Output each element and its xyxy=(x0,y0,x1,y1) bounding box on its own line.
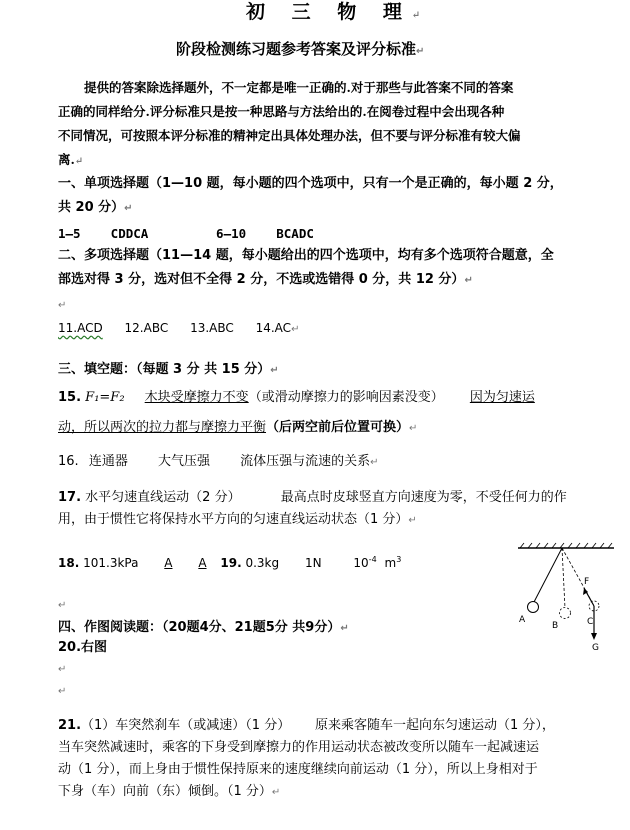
paragraph-mark: ↵ xyxy=(58,300,67,311)
question-21-line1: 21.（1）车突然刹车（或减速）（1 分） 原来乘客随车一起向东匀速运动（1 分）， xyxy=(58,718,555,733)
section2-answers: 11.ACD 12.ABC 13.ABC 14.AC↵ xyxy=(58,321,300,335)
section1-heading-line1: 一、单项选择题（1—10 题，每小题的四个选项中，只有一个是正确的，每小题 2 分， xyxy=(58,176,563,191)
string-a xyxy=(534,548,562,602)
question-17-line1: 17. 水平匀速直线运动（2 分） 最高点时皮球竖直方向速度为零，不受任何力的作 xyxy=(58,490,567,505)
question-20: 20.右图 xyxy=(58,640,108,655)
ball-b xyxy=(560,608,571,619)
question-17-line2: 用，由于惯性它将保持水平方向的匀速直线运动状态（1 分）↵ xyxy=(58,512,417,527)
question-15: 15. F₁=F₂ 木块受摩擦力不变（或滑动摩擦力的影响因素没变） 因为匀速运 xyxy=(58,390,535,405)
paragraph-mark: ↵ xyxy=(58,686,67,697)
answer-11: 11.ACD xyxy=(58,321,103,335)
answer-12: 12.ABC xyxy=(124,321,169,335)
section2-heading-line1: 二、多项选择题（11—14 题，每小题给出的四个选项中，均有多个选项符合题意，全 xyxy=(58,248,554,263)
section1-heading-line2: 共 20 分）↵ xyxy=(58,200,133,215)
ball-a xyxy=(528,602,539,613)
label-b: B xyxy=(552,621,559,631)
label-f: F xyxy=(584,577,590,587)
question-15-cont: 动，所以两次的拉力都与摩擦力平衡（后两空前后位置可换）↵ xyxy=(58,420,418,435)
section3-heading: 三、填空题：（每题 3 分 共 15 分）↵ xyxy=(58,362,279,377)
label-c: C xyxy=(587,617,594,627)
intro-line-4: 离.↵ xyxy=(58,152,84,167)
pendulum-figure xyxy=(512,540,622,660)
section1-answers: 1—5 CDDCA 6—10 BCADC xyxy=(58,226,314,241)
answer-13: 13.ABC xyxy=(190,321,234,335)
page-title: 初 三 物 理↵ xyxy=(246,1,431,23)
intro-line-2: 正确的同样给分.评分标准只是按一种思路与方法给出的.在阅卷过程中会出现各种 xyxy=(58,104,505,119)
label-a: A xyxy=(519,615,526,625)
section4-heading: 四、作图阅读题：（20题4分、21题5分 共9分）↵ xyxy=(58,620,349,635)
page-subtitle: 阶段检测练习题参考答案及评分标准↵ xyxy=(176,40,425,58)
question-18-19: 18. 101.3kPa A A 19. 0.3kg 1N $10^{-4}$ $m^3$ xyxy=(58,555,402,570)
label-g: G xyxy=(592,643,599,653)
intro-line-3: 不同情况，可按照本评分标准的精神定出具体处理办法，但不要与评分标准有较大偏 xyxy=(58,128,521,143)
paragraph-mark: ↵ xyxy=(58,664,67,675)
string-b xyxy=(562,548,565,608)
ceiling-hatch xyxy=(518,543,614,548)
paragraph-mark: ↵ xyxy=(58,600,67,611)
section2-heading-line2: 部选对得 3 分，选对但不全得 2 分，不选或选错得 0 分，共 12 分）↵ xyxy=(58,272,473,287)
question-21-line4: 下身（车）向前（东）倾倒。（1 分）↵ xyxy=(58,784,281,799)
intro-line-1: 提供的答案除选择题外，不一定都是唯一正确的.对于那些与此答案不同的答案 xyxy=(84,80,514,95)
question-16: 16. 连通器 大气压强 流体压强与流速的关系↵ xyxy=(58,454,379,469)
answer-14: 14.AC xyxy=(255,321,292,335)
question-21-line3: 动（1 分），而上身由于惯性保持原来的速度继续向前运动（1 分），所以上身相对于 xyxy=(58,762,538,777)
question-21-line2: 当车突然减速时，乘客的下身受到摩擦力的作用运动状态被改变所以随车一起减速运 xyxy=(58,740,540,755)
